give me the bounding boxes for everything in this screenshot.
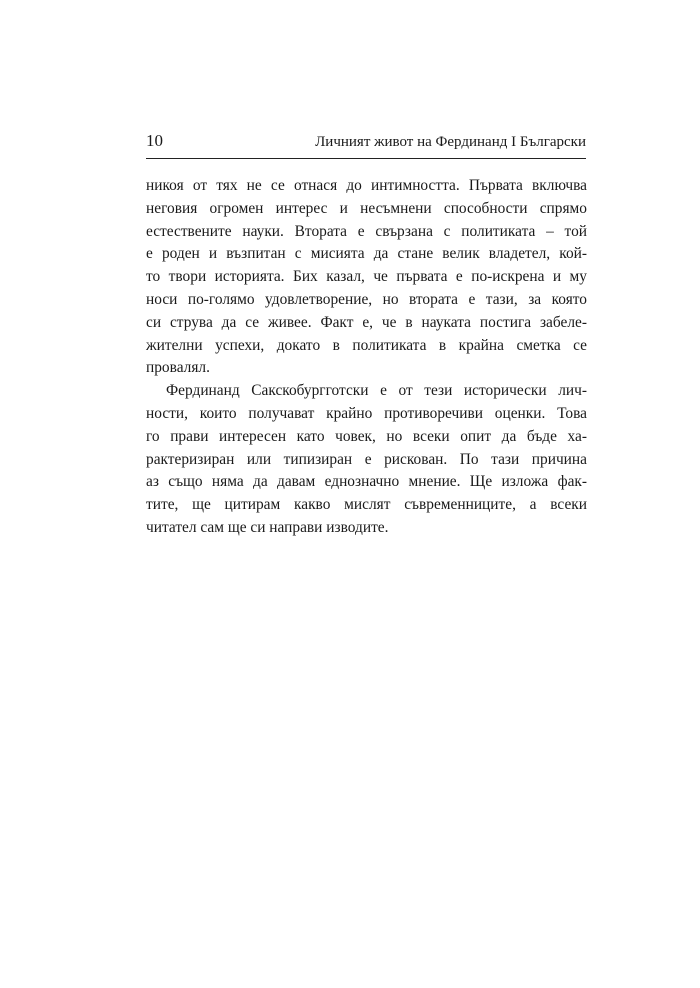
text-line: рактеризиран или типизиран е рискован. По тази причина <box>146 450 587 468</box>
text-line: аз също няма да давам еднозначно мнение. Ще изложа фак- <box>146 473 587 491</box>
running-title: Личният живот на Фердинанд I Български <box>315 134 586 150</box>
text-line: естествените науки. Втората е свързана с политиката – той <box>146 222 587 240</box>
text-line: си струва да се живее. Факт е, че в науката постига забеле- <box>146 313 587 331</box>
body-text <box>146 175 587 540</box>
header-rule <box>146 158 586 159</box>
text-line: е роден и възпитан с мисията да стане велик владетел, кой- <box>146 245 587 263</box>
text-line: тите, ще цитирам какво мислят съвременниците, а всеки <box>146 496 587 514</box>
text-line: го прави интересен като човек, но всеки опит да бъде ха- <box>146 427 587 445</box>
text-line: носи по-голямо удовлетворение, но втората е тази, за която <box>146 290 587 308</box>
paragraph-1 <box>146 175 587 380</box>
text-line: жителни успехи, докато в политиката в крайна сметка се <box>146 336 587 354</box>
text-line: провалял. <box>146 359 210 377</box>
text-line: то твори историята. Бих казал, че първата е по-искрена и му <box>146 268 587 286</box>
paragraph-2 <box>146 380 587 540</box>
page-number: 10 <box>146 131 163 150</box>
text-line: никоя от тях не се отнася до интимността. Първата включва <box>146 177 587 194</box>
text-line: неговия огромен интерес и несъмнени способности спрямо <box>146 199 587 217</box>
text-line: ности, които получават крайно противоречиви оценки. Това <box>146 404 587 422</box>
text-line: читател сам ще си направи изводите. <box>146 518 389 536</box>
text-line: Фердинанд Сакскобургготски е от тези исторически лич- <box>166 382 587 400</box>
running-head <box>146 131 586 155</box>
